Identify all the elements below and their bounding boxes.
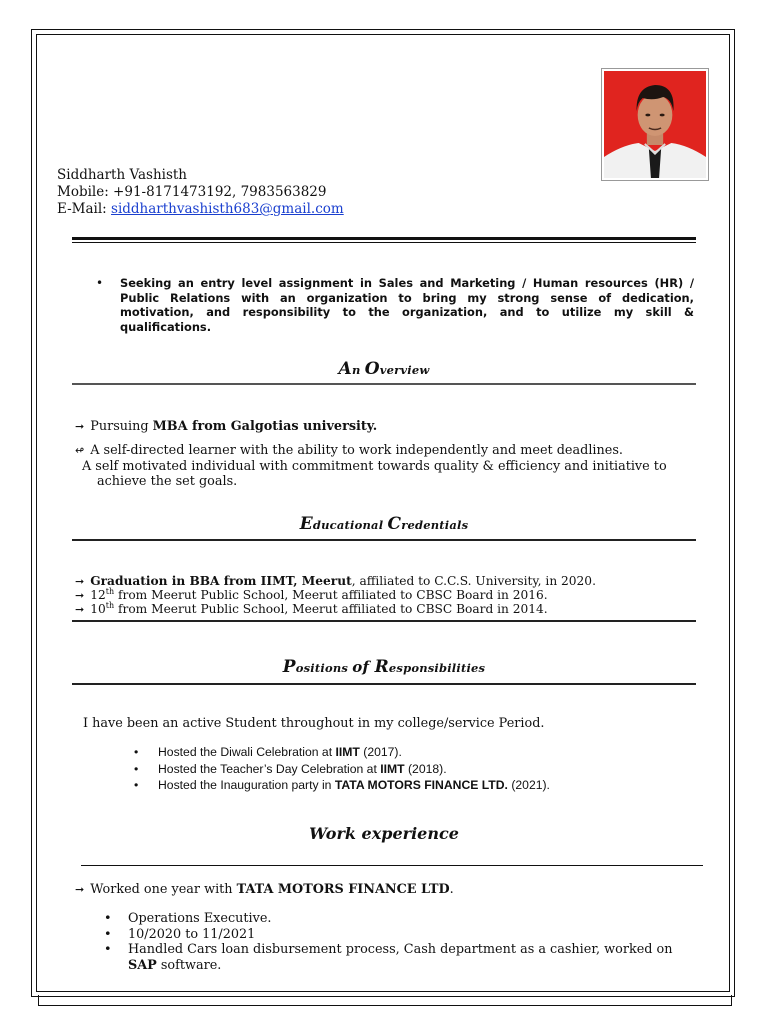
arrow-icon: ➞ <box>75 883 85 896</box>
work-intro: ➞ Worked one year with TATA MOTORS FINANCE LTD. <box>75 882 454 897</box>
arrow-icon: ➞ <box>75 420 85 433</box>
profile-photo <box>601 68 709 181</box>
work-details-list <box>104 911 694 973</box>
email-label: E-Mail: <box>57 201 112 217</box>
section-rule-education-end <box>72 620 696 622</box>
overview-goals: achieve the set goals. <box>97 474 238 489</box>
list-item: • Hosted the Inauguration party in TATA MOTORS FINANCE LTD. (2021). <box>134 777 550 794</box>
header-rule-thin <box>72 242 696 243</box>
email-row <box>57 201 344 218</box>
section-rule-education <box>72 539 696 541</box>
list-item: • Handled Cars loan disbursement process, Cash department as a cashier, worked on SAP software. <box>104 942 694 973</box>
section-heading-education: Educational Credentials <box>299 514 469 534</box>
arrow-icon: ➞ <box>75 603 85 616</box>
list-item: • Operations Executive. <box>104 911 694 927</box>
section-rule-responsibilities <box>72 683 696 685</box>
education-item: ➞ 12th from Meerut Public School, Meerut affiliated to CBSC Board in 2016. <box>75 586 548 602</box>
header-rule-thick <box>72 237 696 240</box>
contact-block <box>57 167 344 218</box>
arrow-icon: ➞ <box>75 575 85 588</box>
overview-self-directed: ↫ A self-directed learner with the ability to work independently and meet deadlines. <box>75 443 623 458</box>
section-heading-overview: An Overview <box>338 359 430 379</box>
responsibilities-list <box>134 744 550 794</box>
objective-bullet: • <box>96 276 104 290</box>
career-objective: Seeking an entry level assignment in Sales and Marketing / Human resources (HR) / Public Relations with an organization to bring my strong sense of dedication, motivation, and responsibility to the organization, and to utilize my skill & qualifications. <box>120 276 694 334</box>
list-item: • Hosted the Diwali Celebration at IIMT (2017). <box>134 744 550 761</box>
section-rule-overview <box>72 383 696 385</box>
page-border-shadow <box>38 995 732 1006</box>
section-rule-work <box>81 865 703 866</box>
list-item: • Hosted the Teacher’s Day Celebration at IIMT (2018). <box>134 761 550 778</box>
overview-self-motivated: A self motivated individual with commitment towards quality & efficiency and initiative to <box>82 459 667 474</box>
section-heading-responsibilities: Positions of Responsibilities <box>282 657 486 677</box>
overview-pursuing: ➞ Pursuing MBA from Galgotias university. <box>75 419 378 434</box>
candidate-name: Siddharth Vashisth <box>57 167 188 183</box>
responsibilities-intro: I have been an active Student throughout in my college/service Period. <box>83 716 545 731</box>
list-item: • 10/2020 to 11/2021 <box>104 927 694 943</box>
education-item: ➞ 10th from Meerut Public School, Meerut affiliated to CBSC Board in 2014. <box>75 600 548 616</box>
section-heading-work: Work experience <box>309 824 459 843</box>
arrow-icon: ➞ <box>75 589 85 602</box>
portrait-image <box>604 71 706 178</box>
mobile-numbers: Mobile: +91-8171473192, 7983563829 <box>57 184 327 200</box>
return-arrow-icon: ↫ <box>75 444 85 457</box>
email-link[interactable]: siddharthvashisth683@gmail.com <box>111 201 344 217</box>
education-item: ➞ Graduation in BBA from IIMT, Meerut, affiliated to C.C.S. University, in 2020. <box>75 574 596 588</box>
